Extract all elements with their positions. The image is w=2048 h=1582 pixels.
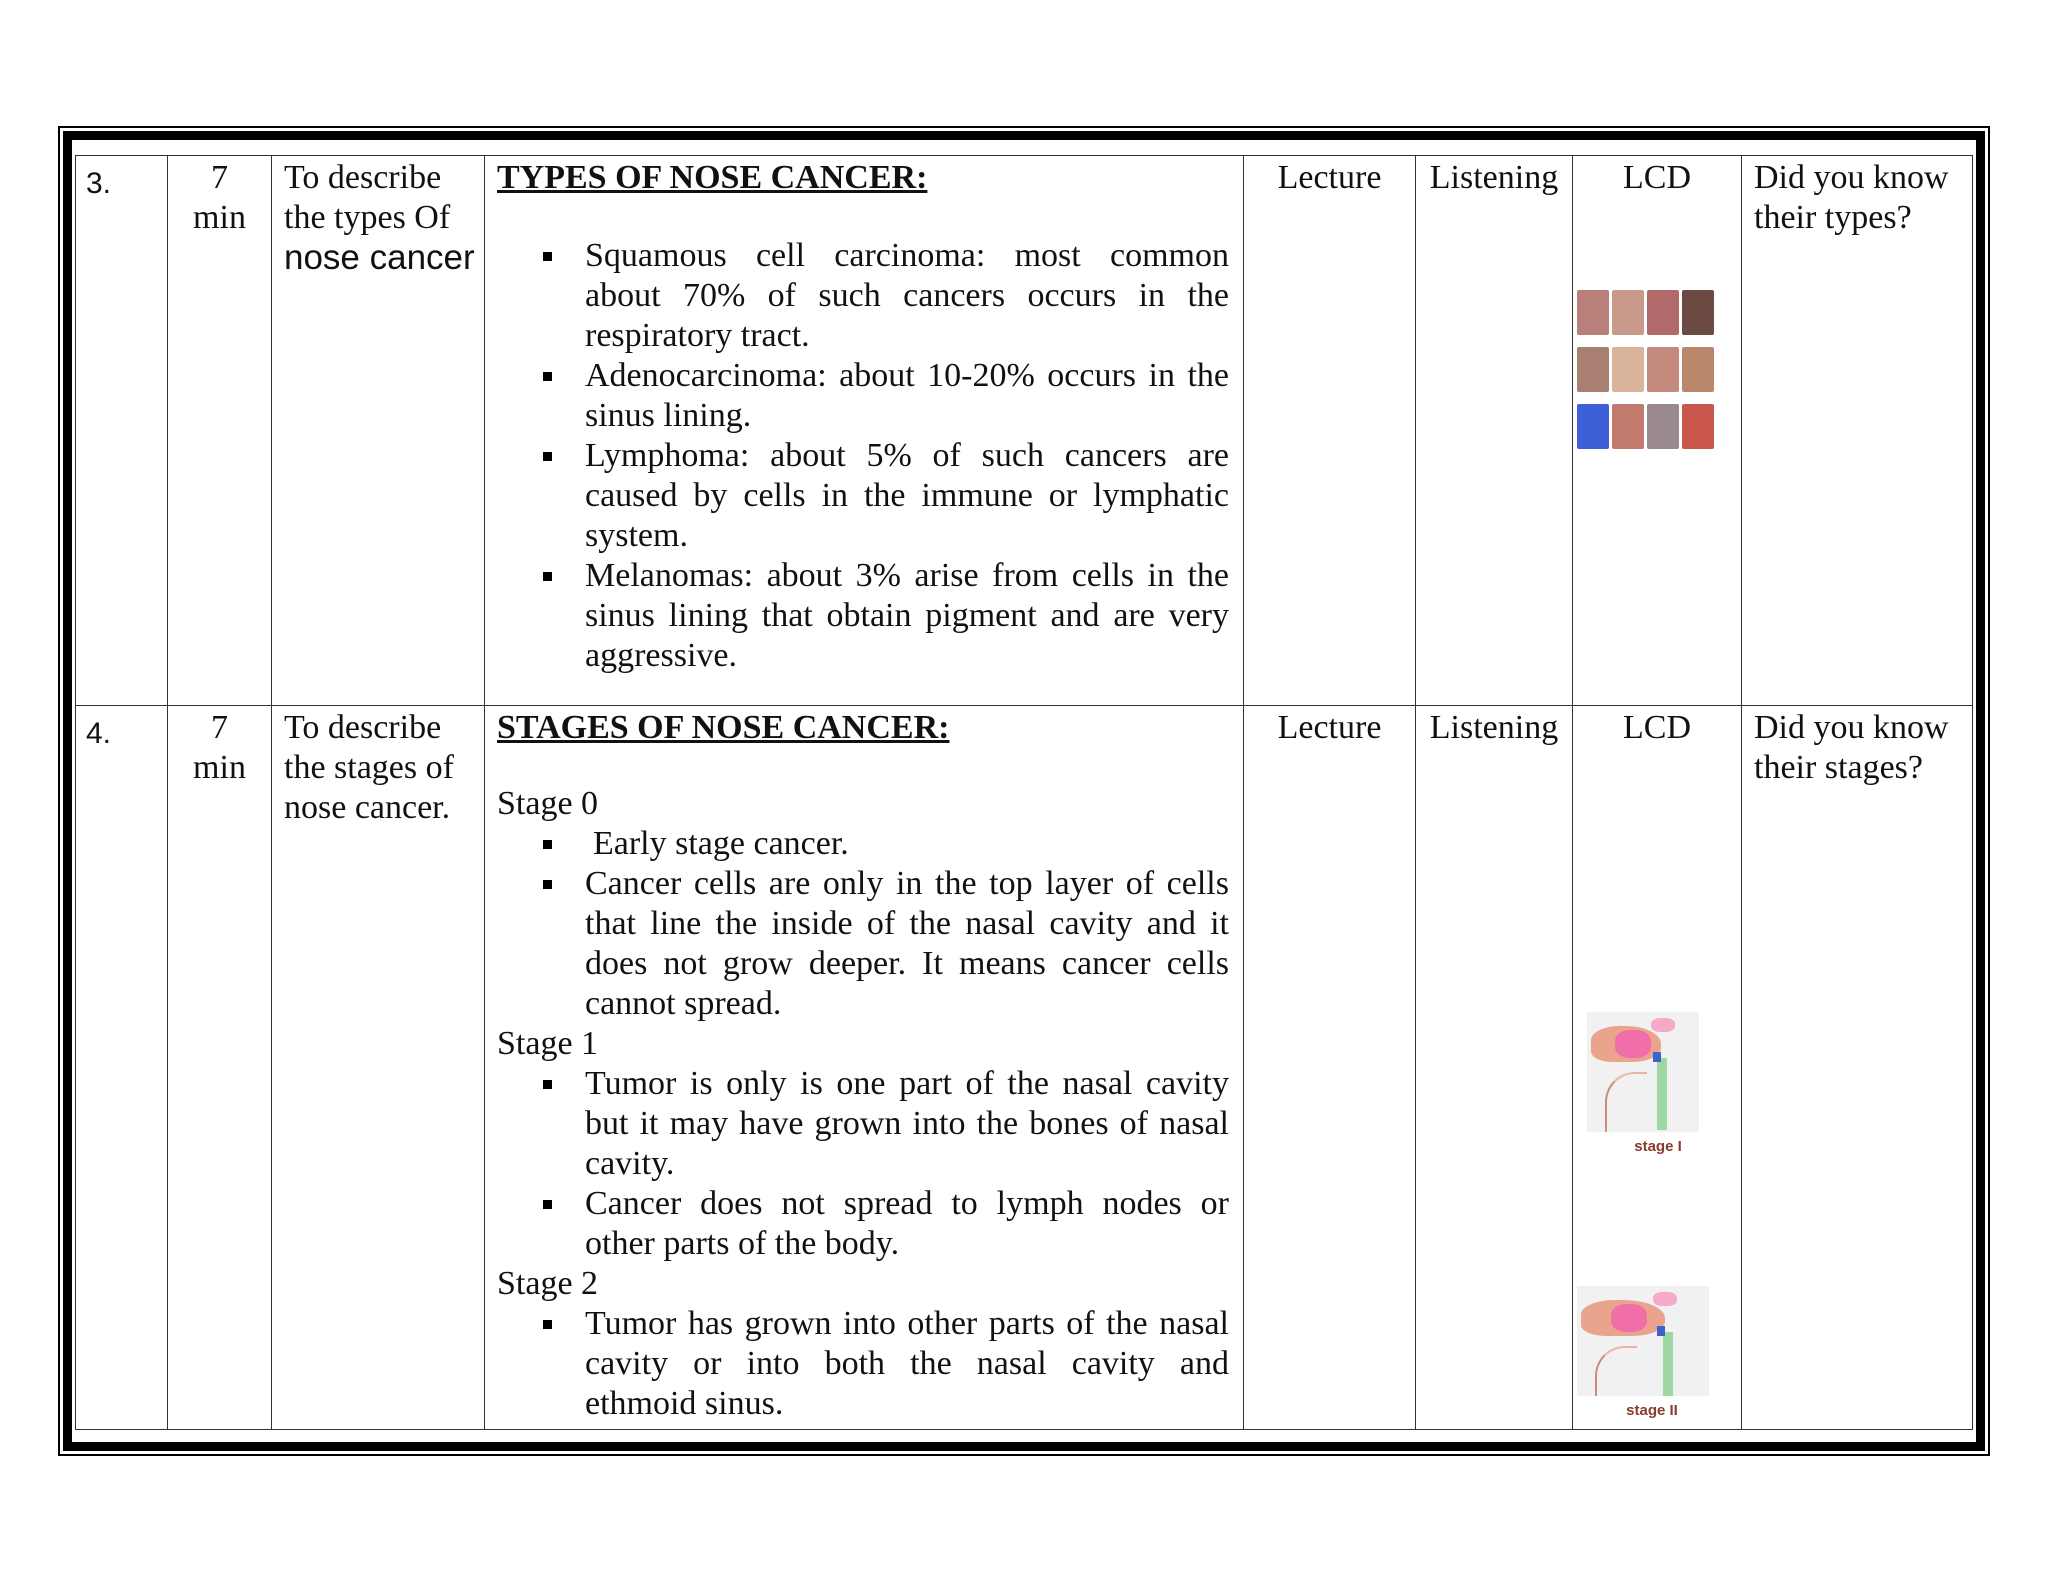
nose-photo-thumbnail <box>1647 290 1679 335</box>
list-item: Tumor is only is one part of the nasal cavity but it may have grown into the bones of nasal cavity. <box>585 1065 1229 1182</box>
evaluation-line: Did you know <box>1754 709 1949 746</box>
evaluation-cell <box>1742 156 1973 706</box>
evaluation-line: Did you know <box>1754 159 1949 196</box>
nose-photo-thumbnail <box>1647 347 1679 392</box>
diagram-caption: stage II <box>1626 1402 1678 1419</box>
row-number: 3. <box>76 156 168 706</box>
lesson-plan-table <box>75 155 1973 1430</box>
objective-line: nose cancer <box>284 238 475 277</box>
row-number: 4. <box>76 706 168 1430</box>
table-row <box>76 706 1973 1430</box>
nose-photo-thumbnail <box>1682 347 1714 392</box>
activity-cell: Listening <box>1416 156 1573 706</box>
method-cell: Lecture <box>1244 706 1416 1430</box>
list-item: Tumor has grown into other parts of the nasal cavity or into both the nasal cavity and ethmoid sinus. <box>585 1305 1229 1422</box>
stage-list <box>497 824 1229 1024</box>
duration-unit: min <box>193 749 246 786</box>
nose-photo-thumbnail <box>1612 404 1644 449</box>
method-cell: Lecture <box>1244 156 1416 706</box>
nose-photo-thumbnail <box>1612 290 1644 335</box>
list-item: Adenocarcinoma: about 10-20% occurs in the sinus lining. <box>585 357 1229 434</box>
nose-photo-thumbnail <box>1612 347 1644 392</box>
stage-label: Stage 1 <box>497 1025 599 1062</box>
duration-value: 7 <box>211 159 228 196</box>
list-item: Melanomas: about 3% arise from cells in the sinus lining that obtain pigment and are very aggressive. <box>585 557 1229 674</box>
stage-label: Stage 2 <box>497 1265 599 1302</box>
objective-cell <box>272 706 485 1430</box>
nasal-anatomy-illustration <box>1587 1012 1699 1132</box>
duration-cell <box>168 706 272 1430</box>
content-cell <box>485 156 1244 706</box>
evaluation-line: their stages? <box>1754 749 1923 786</box>
list-item: Early stage cancer. <box>585 824 1229 864</box>
section-heading: TYPES OF NOSE CANCER: <box>497 159 928 196</box>
objective-line: To describe <box>284 709 442 746</box>
nose-photo-thumbnail <box>1577 347 1609 392</box>
stage-two-diagram <box>1577 1286 1697 1420</box>
aid-cell <box>1573 706 1742 1430</box>
content-cell <box>485 706 1244 1430</box>
nose-photo-thumbnail <box>1577 290 1609 335</box>
activity-cell: Listening <box>1416 706 1573 1430</box>
stage-label: Stage 0 <box>497 785 599 822</box>
nose-photo-thumbnail <box>1682 290 1714 335</box>
duration-unit: min <box>193 199 246 236</box>
aid-label: LCD <box>1623 159 1691 196</box>
objective-cell <box>272 156 485 706</box>
evaluation-line: their types? <box>1754 199 1912 236</box>
list-item: Cancer does not spread to lymph nodes or other parts of the body. <box>585 1185 1229 1262</box>
types-list <box>497 236 1229 676</box>
list-item: Lymphoma: about 5% of such cancers are caused by cells in the immune or lymphatic system. <box>585 437 1229 554</box>
list-item: Squamous cell carcinoma: most common about 70% of such cancers occurs in the respiratory tract. <box>585 237 1229 354</box>
stage-list <box>497 1064 1229 1264</box>
table-row <box>76 156 1973 706</box>
aid-label: LCD <box>1623 709 1691 746</box>
objective-line: nose cancer. <box>284 789 451 826</box>
aid-cell <box>1573 156 1742 706</box>
objective-line: the stages of <box>284 749 454 786</box>
nose-photo-thumbnail <box>1577 404 1609 449</box>
evaluation-cell <box>1742 706 1973 1430</box>
objective-line: the types Of <box>284 199 451 236</box>
duration-value: 7 <box>211 709 228 746</box>
objective-line: To describe <box>284 159 442 196</box>
stage-one-diagram <box>1587 1012 1707 1156</box>
diagram-caption: stage I <box>1634 1138 1682 1155</box>
nose-photo-thumbnail <box>1682 404 1714 449</box>
list-item: Cancer cells are only in the top layer of cells that line the inside of the nasal cavity and it does not grow deeper. It means cancer cells cannot spread. <box>585 865 1229 1022</box>
stage-list <box>497 1304 1229 1424</box>
cancer-photo-grid <box>1577 290 1725 461</box>
nose-photo-thumbnail <box>1647 404 1679 449</box>
duration-cell <box>168 156 272 706</box>
nasal-anatomy-illustration <box>1577 1286 1709 1396</box>
section-heading: STAGES OF NOSE CANCER: <box>497 709 950 746</box>
